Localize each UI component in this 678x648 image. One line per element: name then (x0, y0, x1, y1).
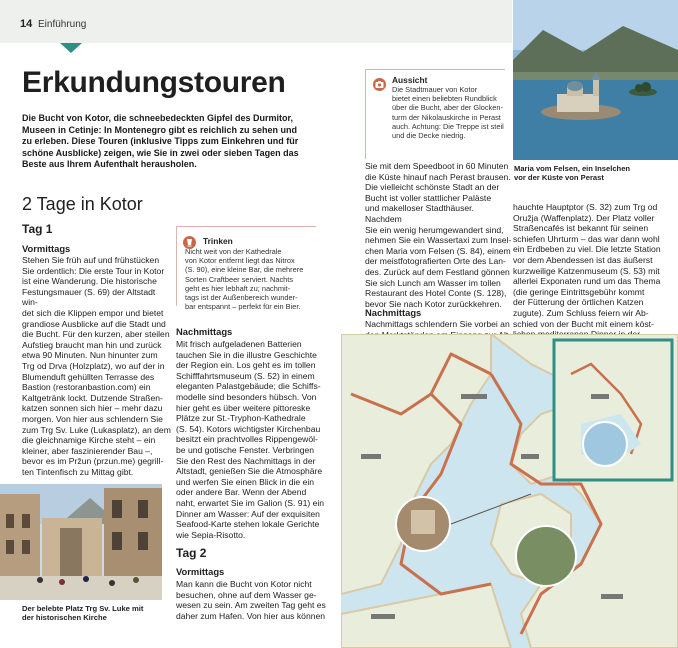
page-title: Erkundungstouren (22, 66, 286, 99)
intro-text: Die Bucht von Kotor, die schneebedeckten Gipfel des Durmitor, Museen in Cetinje: In Montenegro gibt es reichlich zu sehen und zu erleben. Diese Touren (inklusive Tipps zum Einkehren und für schöne Ausblicke) zeigen, wie Sie in zwei oder sieben Tagen das Beste aus Ihrem Aufenthalt herausholen. (22, 113, 299, 170)
tip-drink-text: Nicht weit von der Kathedrale von Kotor entfernt liegt das Nitrox (S. 90), eine kleine Bar, die mehrere Sorten Craftbeer serviert. Nachts geht es hier lebhaft zu; nachmit- tags ist der Außenbereich wunder- bar entspannt – perfekt für ein Bier. (185, 247, 304, 312)
route-map (341, 334, 678, 648)
kotor-photo-caption: Der belebte Platz Trg Sv. Luke mit der historischen Kirche (22, 604, 144, 623)
map-photo-inset (583, 422, 627, 466)
perast-island-photo (513, 0, 678, 160)
day2-morning-heading: Vormittags (176, 566, 225, 577)
day1-morning-text: Stehen Sie früh auf und frühstücken Sie ordentlich: Die erste Tour in Kotor ist eine Wanderung. Die historische Festungsmauer (S. 69) der Altstadt win- det sich die Klippen empor und bietet grandiose Ausblicke auf die Stadt und die Bucht. Für den kurzen, aber steilen Aufstieg braucht man hin und zurück etwa 90 Minuten. Nun hinunter zum Trg od Drva (Holzplatz), wo auf der in Blumenduft gehüllten Terrasse des Bastion (restoranbastion.com) ein Kaltgetränk lockt. Dutzende Straßen- katzen sonnen sich hier – mehr dazu morgen. Von hier aus schlendern Sie zum Trg Sv. Luke (Lukasplatz), an dem die gleichnamige Kirche steht – ein kleiner, aber faszinierender Bau –, bevor es im Pržun (przun.me) gegrill- ten Tintenfisch zu Mittag gibt. (22, 255, 171, 477)
map-photo-bay (516, 526, 576, 586)
day1-heading: Tag 1 (22, 222, 53, 236)
day2-heading: Tag 2 (176, 546, 207, 560)
tip-view-title: Aussicht (392, 75, 428, 85)
section-heading: 2 Tage in Kotor (22, 194, 143, 214)
day2-afternoon-text: Nachmittags schlendern Sie vorbei an (365, 319, 510, 329)
day1-afternoon-heading: Nachmittags (176, 326, 233, 337)
kotor-square-photo (0, 484, 162, 600)
tip-drink-title: Trinken (203, 236, 233, 246)
page-number: 14 (20, 18, 33, 30)
day1-afternoon-text: Mit frisch aufgeladenen Batterien tauchen Sie in die illustre Geschichte der Region ein. Los geht es im tollen Schifffahrtsmuseum (S. 52) in einem eleganten Palastgebäude; die Schiffs- modelle sind besonders hübsch. Von hier geht es über weitere pittoreske Plätze zur St.-Tryphon-Kathedrale (S. 54). Kotors wichtigster Kirchenbau besitzt ein prachtvolles Rippengewöl- be und gotische Fenster. Verbringen Sie den Rest des Nachmittags in der Altstadt, genießen Sie die Atmosphäre und werfen Sie einen Blick in die ein oder andere Bar. Wenn der Abend naht, erwartet Sie im Galion (S. 91) ein Dinner am Wasser: Auf der exquisiten Seafood-Karte stehen lokale Gerichte wie Sepia-Risotto. (176, 339, 325, 540)
tip-view-text: Die Stadtmauer von Kotor bietet einen beliebten Rundblick über die Bucht, aber der Glocken- turm der Nikolauskirche in Perast auch. Achtung: Die Treppe ist steil und die Decke niedrig. (392, 85, 504, 141)
camera-icon (373, 78, 386, 91)
day2-afternoon-text-cont: hauchte Hauptptor (S. 32) zum Trg od Oružja (Waffenplatz). Der Platz voller Straßencafés ist bekannt für seinen schiefen Uhrturm – das war dann wohl ein Erdbeben zu viel. Die letzte Station vor dem Abendessen ist das äußerst kurzweilige Katzenmuseum (S. 53) mit allerlei Exponaten rund um das Thema (die geringe Eintrittsgebühr kommt der Fütterung der örtlichen Katzen zugute). Zum Schluss feiern wir Ab- schied von der Bucht mit einem köst- (513, 202, 661, 329)
day1-morning-heading: Vormittags (22, 243, 71, 254)
header-tab-marker (60, 43, 82, 53)
day2-afternoon-heading: Nachmittags (365, 307, 422, 318)
day2-morning-text-cont: Sie mit dem Speedboot in 60 Minuten die Küste hinauf nach Perast brausen. Die vielleicht schönste Stadt an der Bucht ist voller stattlicher Paläste und makelloser Stadthäuser. Nachdem Sie ein wenig herumgewandert sind, nehmen Sie ein Wassertaxi zum Insel- chen Maria vom Felsen (S. 84), einem der meistfotografierten Orte des Lan- des. Zurück auf dem Festland gönnen Sie sich Lunch am Wasser im tollen Restaurant des Hotel Conte (S. 128), bevor Sie nach Kotor zurückkehren. (365, 161, 512, 309)
section-name: Einführung (38, 19, 87, 30)
day2-morning-text: Man kann die Bucht von Kotor nicht besuchen, ohne auf dem Wasser ge- wesen zu sein. Am zweiten Tag geht es daher zum Hafen. Von hier aus können (176, 579, 326, 621)
perast-photo-caption: Maria vom Felsen, ein Inselchen vor der Küste von Perast (514, 164, 631, 183)
